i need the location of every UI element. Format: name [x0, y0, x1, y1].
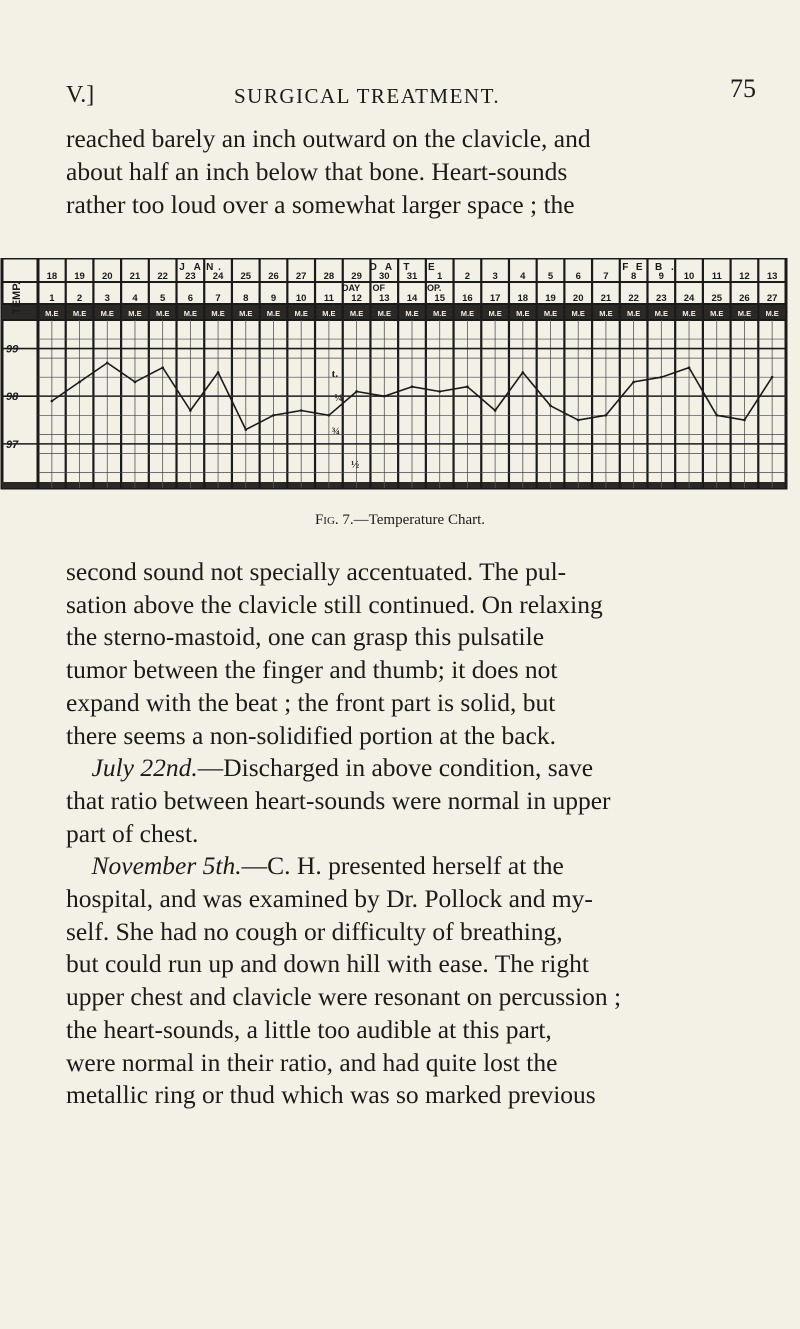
day-of-op-label: OP. [426, 283, 442, 293]
period-label: M.E [45, 309, 59, 318]
period-label: M.E [654, 309, 669, 318]
period-label: M.E [737, 309, 752, 318]
date-label: 13 [766, 271, 778, 282]
day-of-op-label: OF [372, 283, 386, 293]
text-line: reached barely an inch outward on the clavicle, and [66, 124, 591, 153]
header-month-letter: A [384, 262, 393, 273]
text-line: that ratio between heart-sounds were normal in upper [66, 785, 611, 815]
date-label: 7 [603, 271, 609, 282]
period-row-band [2, 304, 786, 320]
text-line: were normal in their ratio, and had quite lost the [66, 1047, 558, 1077]
temperature-point [660, 376, 663, 379]
day-number-label: 6 [187, 293, 194, 304]
degree-label: 99 [6, 343, 19, 356]
day-number-label: 17 [489, 293, 501, 304]
text-line: the heart-sounds, a little too audible at this part, [66, 1014, 552, 1044]
date-label: 10 [683, 271, 695, 282]
day-number-label: 9 [270, 293, 277, 304]
temperature-point [743, 419, 746, 422]
day-number-label: 8 [243, 293, 249, 304]
temperature-point [244, 428, 247, 431]
day-number-label: 2 [76, 293, 83, 304]
paragraph-after-chart [66, 556, 756, 1112]
period-label: M.E [100, 309, 114, 318]
header-month-letter: J [179, 262, 185, 273]
date-label: 31 [406, 271, 418, 282]
period-label: M.E [211, 309, 225, 318]
temperature-point [688, 366, 691, 369]
header-month-letter: A [193, 262, 201, 273]
header-month-letter: E [635, 262, 643, 273]
day-number-label: 12 [351, 293, 362, 304]
period-label: M.E [710, 309, 724, 318]
period-label: M.E [183, 309, 198, 318]
period-label: M.E [488, 309, 502, 318]
period-label: M.E [72, 309, 87, 318]
text-line: —C. H. presented herself at the [241, 851, 564, 881]
period-label: M.E [682, 309, 696, 318]
chart-bottom-band [2, 482, 786, 488]
temperature-point [78, 381, 81, 384]
day-number-label: 24 [683, 293, 695, 304]
day-number-label: 16 [462, 293, 473, 304]
date-label: 12 [739, 271, 750, 282]
day-number-label: 19 [545, 293, 556, 304]
period-label: M.E [433, 309, 447, 318]
temperature-point [328, 414, 331, 417]
text-line: hospital, and was examined by Dr. Pollock and my- [66, 884, 593, 914]
day-number-label: 5 [160, 293, 166, 304]
period-label: M.E [626, 309, 641, 318]
day-number-label: 4 [132, 293, 138, 304]
period-label: M.E [460, 309, 475, 318]
header-month-letter: B [654, 262, 663, 273]
page-header-title: SURGICAL TREATMENT. [234, 84, 501, 108]
chapter-number: V.] [66, 82, 95, 108]
date-label: 27 [295, 271, 307, 282]
day-number-label: 20 [572, 293, 584, 304]
period-label: M.E [155, 309, 170, 318]
chart-annotation: ¾ [331, 425, 340, 438]
temperature-point [272, 414, 275, 417]
temperature-point [189, 409, 192, 412]
date-label: 23 [185, 271, 196, 282]
date-label: 26 [268, 271, 279, 282]
text-line: part of chest. [66, 818, 199, 848]
chart-annotation: ½ [351, 458, 360, 471]
text-line: there seems a non-solidified portion at the back. [66, 720, 557, 750]
header-month-letter: . [218, 262, 221, 273]
temperature-point [494, 409, 497, 412]
temperature-point [549, 404, 552, 407]
day-number-label: 22 [628, 293, 639, 304]
chart-annotation: t. [331, 368, 339, 381]
temperature-point [438, 390, 441, 393]
temperature-point [217, 371, 220, 374]
day-number-label: 27 [766, 293, 778, 304]
date-label: 20 [101, 271, 113, 282]
day-number-label: 14 [406, 293, 418, 304]
header-month-letter: N [206, 262, 214, 273]
date-label: 1 [437, 271, 443, 282]
date-label: 8 [630, 271, 637, 282]
temperature-point [134, 381, 137, 384]
text-line: upper chest and clavicle were resonant on percussion ; [66, 982, 622, 1012]
chart-annotation: ¼ [334, 392, 343, 404]
text-line: —Discharged in above condition, save [197, 753, 594, 783]
day-number-label: 3 [104, 293, 110, 304]
period-label: M.E [349, 309, 364, 318]
period-label: M.E [405, 309, 419, 318]
date-label: 5 [547, 271, 554, 282]
header-month-letter: . [671, 262, 674, 273]
date-label: 29 [351, 271, 362, 282]
temperature-point [771, 376, 774, 379]
temperature-point [605, 414, 608, 417]
temperature-point [715, 414, 718, 417]
temperature-point [411, 385, 414, 388]
period-label: M.E [128, 309, 142, 318]
period-label: M.E [322, 309, 336, 318]
temperature-chart-svg [0, 258, 800, 498]
paragraph-before-chart [66, 122, 756, 221]
dated-entry-november [66, 850, 756, 883]
period-label: M.E [377, 309, 391, 318]
temperature-point [577, 419, 580, 422]
period-label: M.E [516, 309, 530, 318]
day-number-label: 11 [323, 293, 334, 304]
temperature-chart [0, 258, 800, 498]
temperature-point [300, 409, 303, 412]
text-line: the sterno-mastoid, one can grasp this pulsatile [66, 622, 545, 652]
text-line: about half an inch below that bone. Heart-sounds [66, 157, 568, 186]
header-month-letter: D [369, 262, 377, 273]
date-label: 22 [157, 271, 168, 282]
day-number-label: 23 [656, 293, 667, 304]
date-label: 28 [323, 271, 335, 282]
temperature-point [161, 366, 164, 369]
day-number-label: 18 [517, 293, 529, 304]
temperature-point [522, 371, 525, 374]
temperature-point [383, 395, 386, 398]
temperature-point [106, 362, 109, 365]
text-line: rather too loud over a somewhat larger space ; the [66, 190, 575, 219]
date-label: 3 [492, 271, 498, 282]
day-number-label: 10 [295, 293, 307, 304]
date-label: 9 [658, 271, 664, 282]
date-label: 24 [212, 271, 224, 282]
day-number-label: 1 [49, 293, 55, 304]
day-number-label: 25 [711, 293, 723, 304]
date-label: 6 [575, 271, 581, 282]
text-line: tumor between the finger and thumb; it does not [66, 655, 558, 685]
header-month-letter: T [403, 262, 410, 273]
temperature-point [355, 390, 358, 393]
date-label: 4 [520, 271, 526, 282]
period-label: M.E [599, 309, 613, 318]
entry-date: November 5th. [91, 851, 242, 881]
date-label: 19 [74, 271, 85, 282]
text-line: metallic ring or thud which was so marked previous [66, 1080, 596, 1110]
day-number-label: 7 [215, 293, 221, 304]
date-label: 25 [240, 271, 252, 282]
text-line: second sound not specially accentuated. The pul- [66, 557, 567, 586]
page-number: 75 [730, 74, 756, 103]
date-label: 18 [46, 271, 58, 282]
day-of-op-label: DAY [341, 283, 361, 293]
temperature-point [632, 381, 635, 384]
period-label: M.E [294, 309, 308, 318]
figure-number: Fig. 7. [314, 512, 354, 528]
date-label: 30 [379, 271, 390, 282]
period-label: M.E [765, 309, 779, 318]
running-head [66, 74, 756, 112]
header-month-letter: F [622, 262, 629, 273]
temperature-point [51, 400, 54, 403]
period-label: M.E [239, 309, 253, 318]
degree-label: 98 [6, 391, 19, 404]
temperature-point [466, 385, 469, 388]
figure-caption-text: —Temperature Chart. [353, 512, 486, 528]
day-number-label: 26 [739, 293, 750, 304]
header-month-letter: E [428, 262, 435, 273]
day-number-label: 21 [600, 293, 612, 304]
period-label: M.E [266, 309, 281, 318]
figure-caption [0, 512, 800, 529]
text-line: but could run up and down hill with ease. The right [66, 949, 589, 979]
text-line: expand with the beat ; the front part is solid, but [66, 687, 556, 717]
degree-label: 97 [6, 438, 19, 451]
text-line: self. She had no cough or difficulty of breathing, [66, 916, 563, 946]
date-label: 2 [464, 271, 471, 282]
date-label: 11 [711, 271, 722, 282]
temp-side-label: TEMP. [11, 281, 23, 314]
day-number-label: 15 [434, 293, 445, 304]
period-label: M.E [571, 309, 585, 318]
period-label: M.E [543, 309, 558, 318]
entry-date: July 22nd. [91, 753, 198, 783]
day-number-label: 13 [379, 293, 390, 304]
dated-entry-july [66, 752, 756, 785]
text-line: sation above the clavicle still continued. On relaxing [66, 589, 603, 619]
date-label: 21 [129, 271, 141, 282]
